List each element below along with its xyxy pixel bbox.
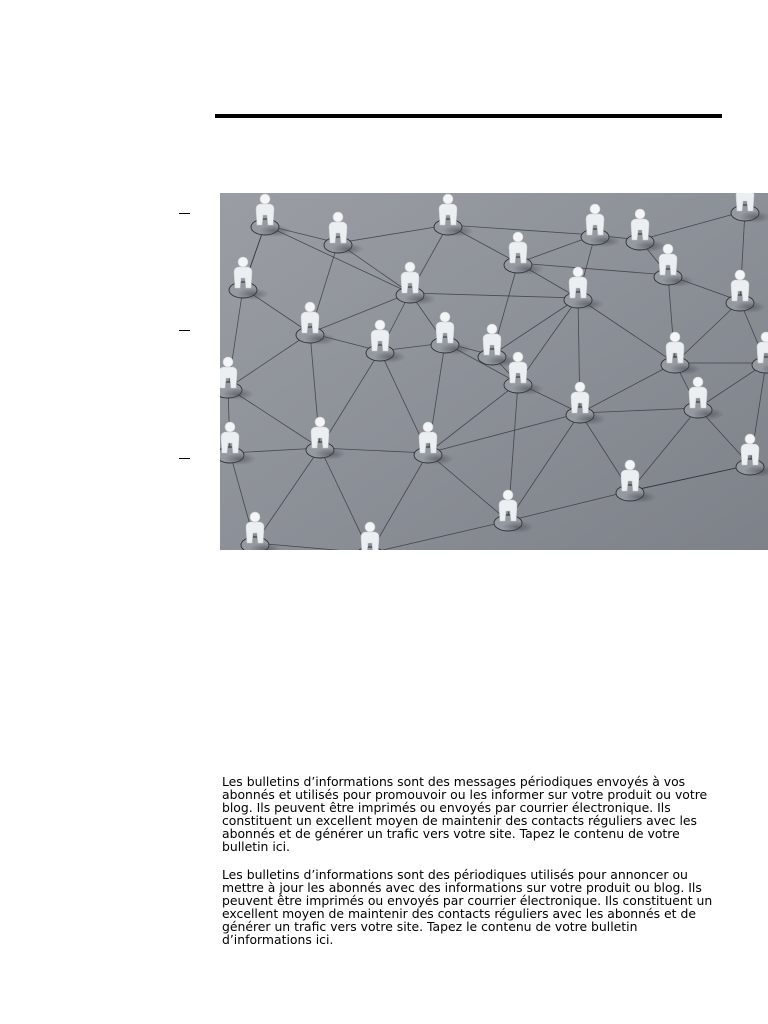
newsletter-body (222, 775, 722, 960)
margin-mark (179, 458, 190, 459)
header-rule (215, 114, 722, 118)
network-illustration (220, 193, 768, 550)
people-network-photo (220, 193, 768, 550)
margin-mark (179, 330, 190, 331)
margin-mark (179, 213, 190, 214)
body-paragraph: Les bulletins d’informations sont des messages périodiques envoyés à vos abonnés et utilisés pour promouvoir ou les informer sur votre produit ou votre blog. Ils peuvent être imprimés ou envoyés par courrier électronique. Ils constituent un excellent moyen de maintenir des contacts réguliers avec les abonnés et de générer un trafic vers votre site. Tapez le contenu de votre bulletin ici. (222, 774, 708, 855)
body-paragraph: Les bulletins d’informations sont des périodiques utilisés pour annoncer ou mettre à jour les abonnés avec des informations sur votre produit ou blog. Ils peuvent être imprimés ou envoyés par courrier électronique. Ils constituent un excellent moyen de maintenir des contacts réguliers avec les abonnés et de générer un trafic vers votre site. Tapez le contenu de votre bulletin d’informations ici. (222, 866, 713, 948)
